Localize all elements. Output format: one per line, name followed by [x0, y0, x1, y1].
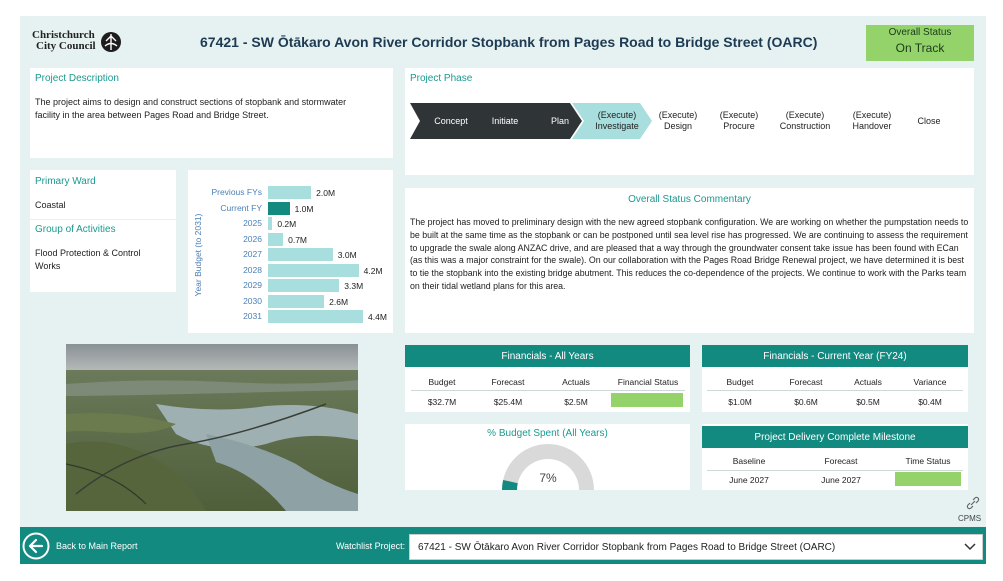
council-logo-icon	[100, 31, 122, 53]
overall-status-badge	[866, 25, 974, 61]
bar-value-label: 1.0M	[294, 203, 314, 214]
bar-category-label: Current FY	[220, 202, 262, 213]
budget-bar[interactable]	[268, 186, 311, 199]
watchlist-selected-value: 67421 - SW Ōtākaro Avon River Corridor Stopbank from Pages Road to Bridge Street (OARC)	[418, 542, 836, 553]
primary-ward-value: Coastal	[35, 200, 66, 210]
phase-concept: Concept	[434, 115, 468, 126]
ward-divider	[30, 219, 176, 220]
phase-handover: (Execute) Handover	[852, 110, 892, 131]
fin-cy-budget-value: $1.0M	[728, 397, 752, 407]
overall-status-value: On Track	[895, 41, 945, 55]
bar-value-label: 3.0M	[337, 250, 357, 260]
back-arrow-icon[interactable]	[22, 532, 50, 560]
group-of-activities-value: Flood Protection & Control Works	[35, 248, 141, 271]
phase-procure: (Execute) Procure	[719, 110, 759, 131]
fin-all-actuals-header: Actuals	[562, 377, 590, 387]
milestone-title: Project Delivery Complete Milestone	[702, 426, 968, 448]
bar-value-label: 4.2M	[363, 265, 383, 276]
budget-bar[interactable]	[268, 248, 333, 261]
commentary-text: The project has moved to preliminary design with the new agreed stopbank configuration. We are working on whether the pumpstation needs to be built at the same time as the stopbank or can be postponed until sea level rise has progressed. We are continuing to assess the requirement to upgrade the swale along ANZAC drive, and are pleased that a way through the groundwater consent take issue has been found with ECan (as this was a major constraint for the swale). On our collaboration with the Pages Road Bridge Renewal project, we have determined it is best to tie the stopbank into the existing bridge abutment. This reduces the co-dependence of the projects. We continue to work with the Parks team on their tidal wetland plans for this area.	[410, 217, 969, 291]
bar-category-label: 2027	[243, 249, 262, 259]
budget-spent-title: % Budget Spent (All Years)	[487, 428, 608, 439]
budget-bar[interactable]	[268, 233, 283, 246]
fin-cy-actuals-header: Actuals	[854, 377, 882, 387]
budget-spent-value: 7%	[539, 471, 557, 485]
bar-value-label: 2.0M	[316, 188, 336, 198]
fin-all-status-header: Financial Status	[617, 377, 679, 387]
project-phase-title: Project Phase	[410, 73, 473, 84]
bar-value-label: 2.6M	[329, 296, 349, 307]
fin-all-forecast-value: $25.4M	[493, 397, 523, 407]
page-title: 67421 - SW Ōtākaro Avon River Corridor Stopbank from Pages Road to Bridge Street (OARC)	[200, 34, 818, 50]
chart-y-axis-label: Year Budget (to 2031)	[193, 213, 203, 297]
fin-cy-forecast-header: Forecast	[789, 377, 823, 387]
watchlist-project-select[interactable]	[409, 534, 983, 560]
logo-line-1: Christchurch	[32, 29, 95, 41]
fin-cy-variance-header: Variance	[913, 377, 947, 387]
milestone-time-status-header: Time Status	[905, 456, 951, 466]
budget-bar[interactable]	[268, 279, 339, 292]
commentary-title: Overall Status Commentary	[628, 194, 751, 205]
budget-bar[interactable]	[268, 202, 290, 215]
year-budget-chart-card	[188, 170, 393, 333]
bar-value-label: 0.2M	[277, 219, 297, 229]
bar-value-label: 3.3M	[344, 281, 364, 291]
logo-line-2: City Council	[36, 40, 96, 52]
phase-construction: (Execute) Construction	[779, 110, 831, 131]
financials-current-year-title: Financials - Current Year (FY24)	[702, 345, 968, 367]
project-description-card	[30, 68, 393, 158]
fin-cy-actuals-value: $0.5M	[856, 397, 880, 407]
financial-status-indicator	[611, 393, 683, 407]
milestone-forecast-header: Forecast	[824, 456, 858, 466]
status-commentary-card	[405, 188, 974, 333]
phase-investigate: (Execute) Investigate	[595, 110, 639, 131]
milestone-baseline-header: Baseline	[732, 456, 766, 466]
phase-plan: Plan	[550, 115, 569, 126]
milestone-forecast-value: June 2027	[821, 475, 861, 485]
bar-category-label: 2030	[243, 295, 262, 306]
bar-category-label: 2028	[243, 264, 262, 275]
bar-category-label: 2029	[243, 280, 262, 290]
milestone-divider	[707, 470, 963, 471]
watchlist-label: Watchlist Project:	[336, 541, 406, 551]
fin-all-divider	[411, 390, 685, 391]
phase-initiate: Initiate	[491, 115, 519, 126]
milestone-baseline-value: June 2027	[729, 475, 769, 485]
bar-category-label: 2031	[243, 311, 262, 321]
budget-bar[interactable]	[268, 264, 359, 277]
overall-status-label: Overall Status	[888, 27, 952, 38]
bar-category-label: 2025	[243, 218, 262, 228]
bar-category-label: 2026	[243, 233, 262, 244]
group-of-activities-label: Group of Activities	[35, 224, 116, 235]
time-status-indicator	[895, 472, 961, 486]
financials-all-years-title: Financials - All Years	[405, 345, 690, 367]
bar-category-label: Previous FYs	[211, 187, 262, 197]
bar-value-label: 4.4M	[368, 312, 387, 322]
fin-cy-budget-header: Budget	[726, 377, 754, 387]
project-site-aerial-photo	[66, 344, 358, 511]
fin-cy-forecast-value: $0.6M	[794, 397, 818, 407]
fin-all-budget-header: Budget	[428, 377, 456, 387]
fin-cy-variance-value: $0.4M	[918, 397, 942, 407]
phase-design: (Execute) Design	[658, 110, 698, 131]
cpms-link[interactable]: CPMS	[958, 514, 982, 523]
budget-bar[interactable]	[268, 310, 363, 323]
budget-bar[interactable]	[268, 217, 272, 230]
fin-all-actuals-value: $2.5M	[564, 397, 588, 407]
link-icon[interactable]	[966, 496, 980, 510]
fin-all-forecast-header: Forecast	[491, 377, 525, 387]
fin-cy-divider	[707, 390, 963, 391]
ward-card	[30, 170, 176, 292]
council-logo	[32, 30, 96, 52]
fin-all-budget-value: $32.7M	[427, 397, 457, 407]
project-description-text: The project aims to design and construct sections of stopbank and stormwater facility in the area between Pages Road and Bridge Street.	[35, 97, 347, 120]
bar-value-label: 0.7M	[288, 234, 308, 245]
back-to-main-report-button[interactable]: Back to Main Report	[56, 541, 138, 551]
primary-ward-label: Primary Ward	[35, 176, 96, 187]
project-description-title: Project Description	[35, 73, 119, 84]
budget-bar[interactable]	[268, 295, 324, 308]
phase-close: Close	[917, 115, 941, 126]
chevron-down-icon[interactable]	[964, 543, 976, 551]
